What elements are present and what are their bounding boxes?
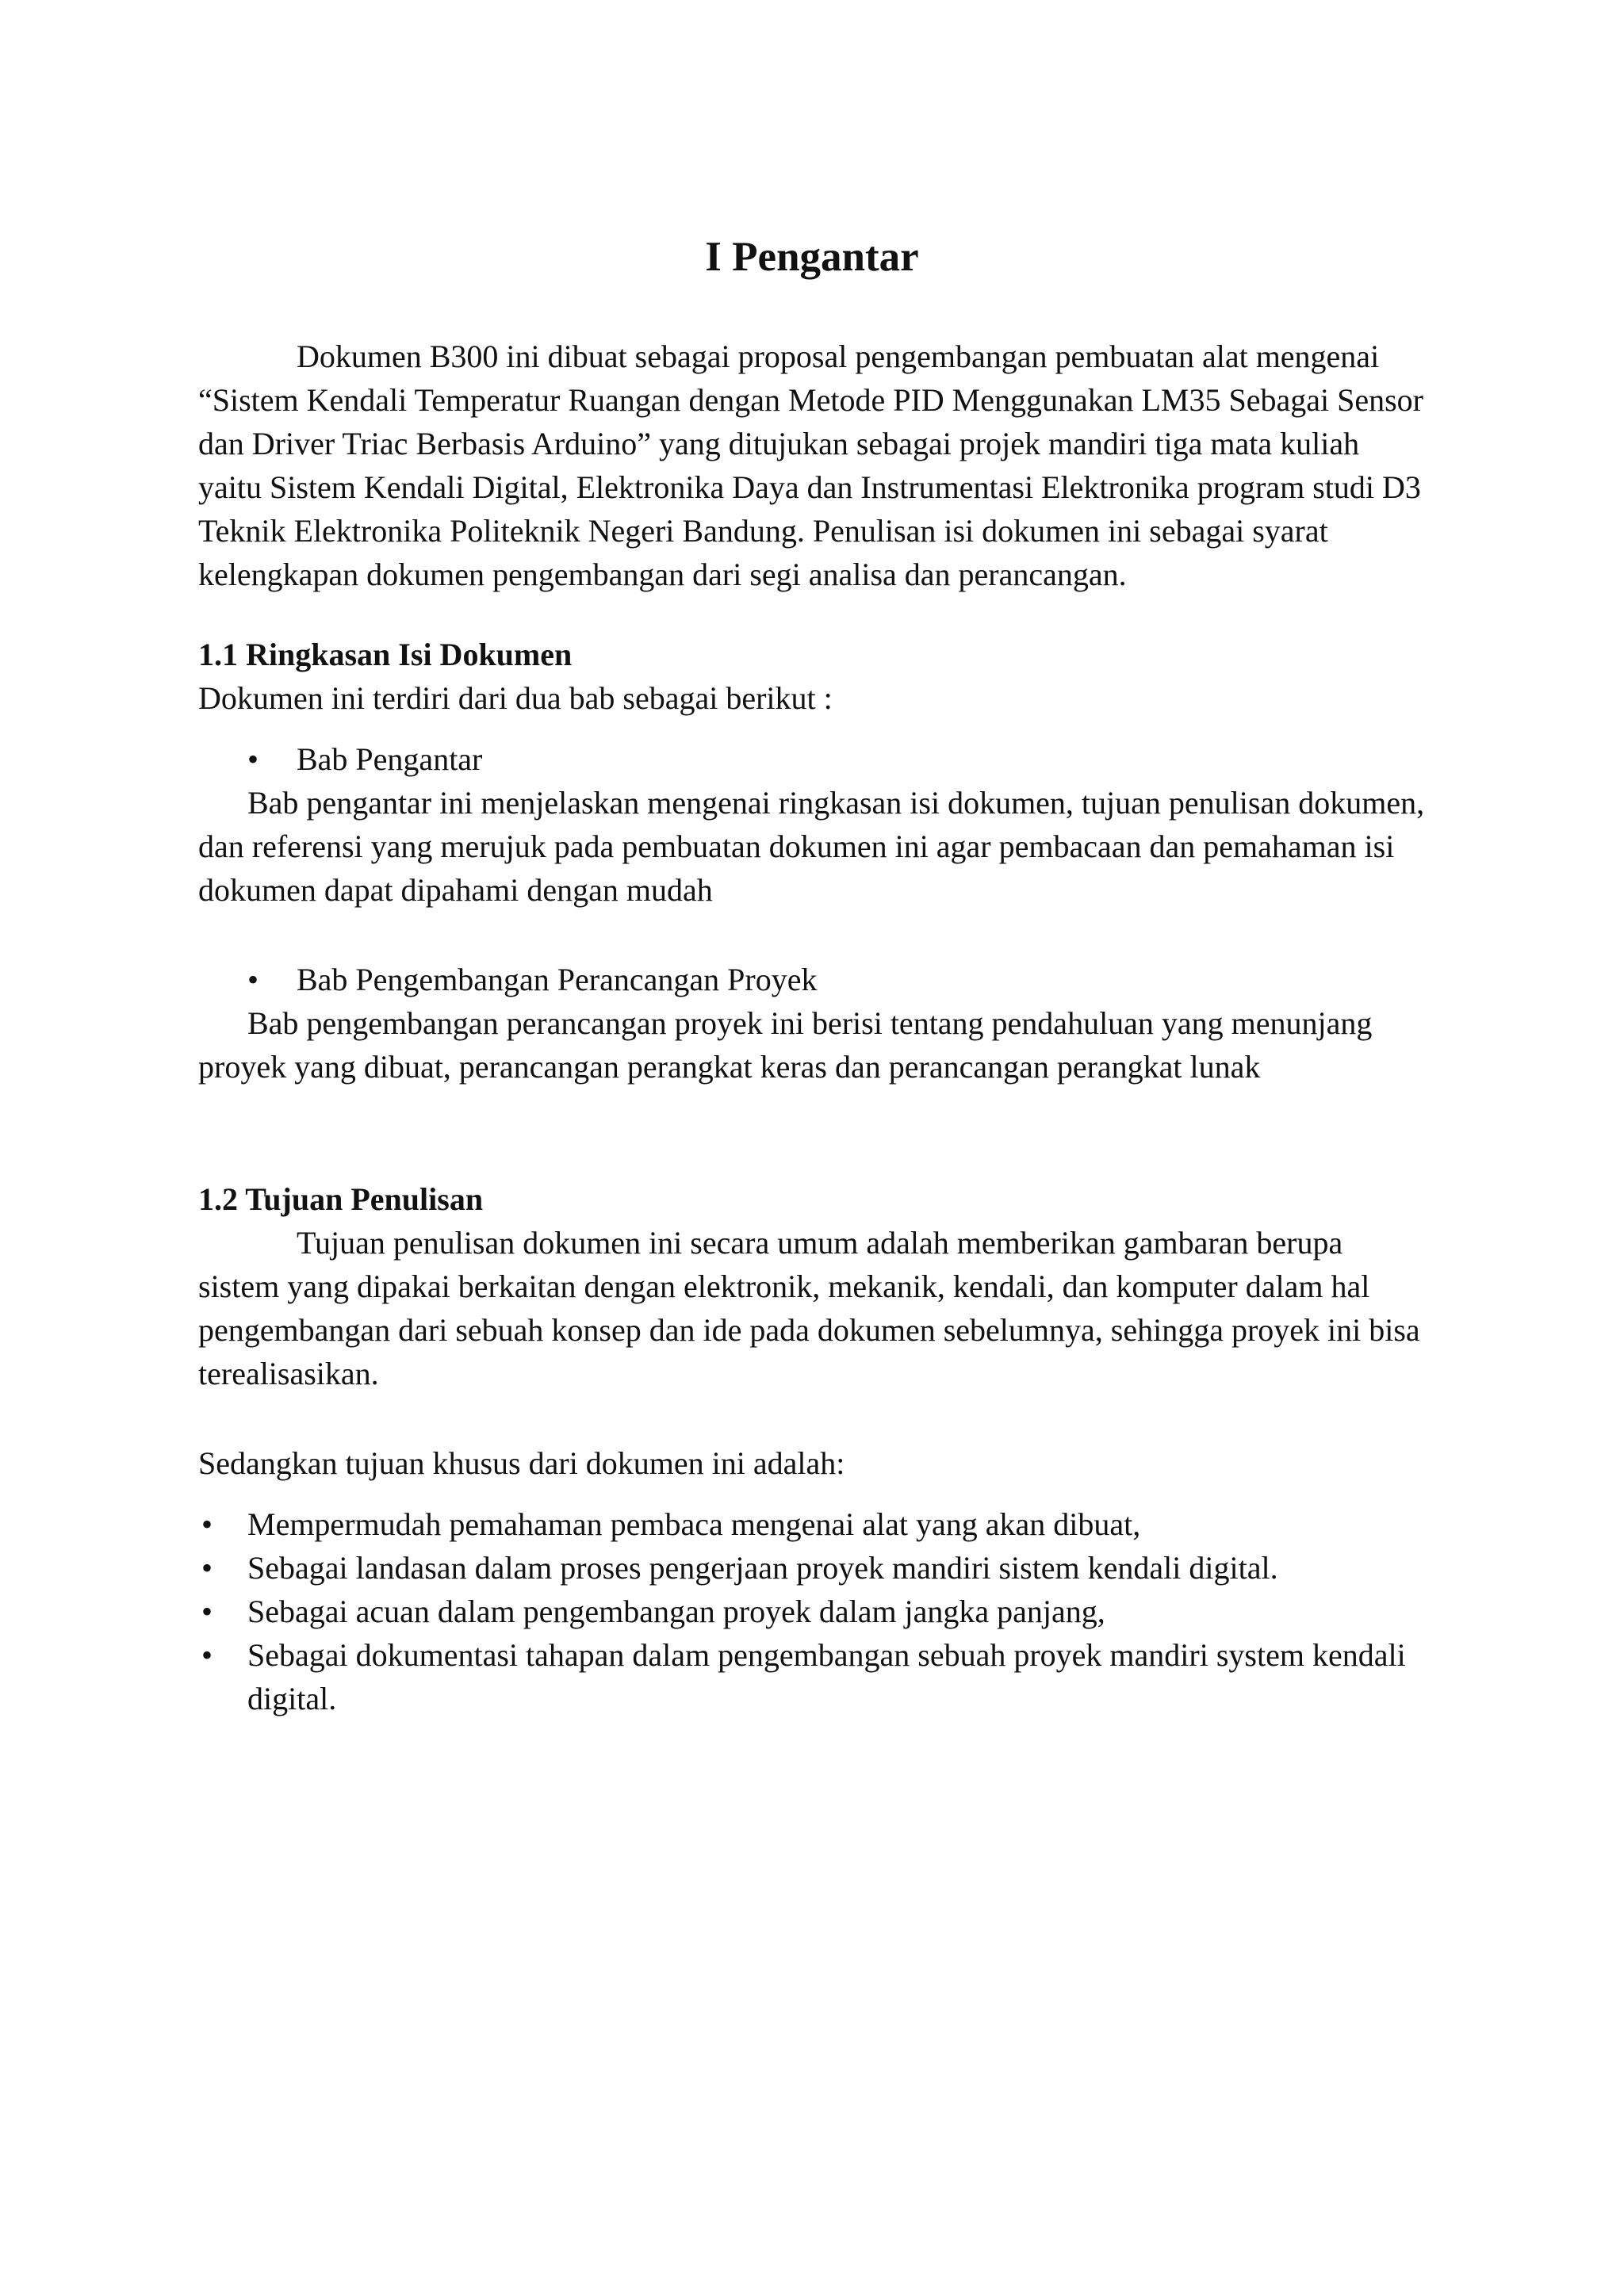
list-item xyxy=(198,1502,1426,1546)
bullet-icon: • xyxy=(201,1506,213,1542)
goal-list xyxy=(198,1502,1426,1720)
tujuan-general-paragraph: Tujuan penulisan dokumen ini secara umum adalah memberikan gambaran berupa sistem yang dipakai berkaitan dengan elektronik, mekanik, kendali, dan komputer dalam hal pengembangan dari sebuah konsep dan ide pada dokumen sebelumnya, sehingga proyek ini bisa terealisasikan. xyxy=(198,1225,1420,1391)
bullet-icon: • xyxy=(247,741,259,777)
chapter-title: Bab Pengantar xyxy=(297,741,483,777)
page-title: I Pengantar xyxy=(705,234,919,280)
section-heading-ringkasan: 1.1 Ringkasan Isi Dokumen xyxy=(198,637,573,672)
tujuan-specific-lead: Sedangkan tujuan khusus dari dokumen ini adalah: xyxy=(198,1445,845,1481)
chapter-item-pengembangan xyxy=(198,958,1426,1001)
bullet-icon: • xyxy=(201,1550,213,1586)
ringkasan-lead: Dokumen ini terdiri dari dua bab sebagai berikut : xyxy=(198,680,833,716)
bullet-icon: • xyxy=(201,1594,213,1629)
chapter-list xyxy=(198,737,1426,781)
chapter-description: Bab pengantar ini menjelaskan mengenai ringkasan isi dokumen, tujuan penulisan dokumen, dan referensi yang merujuk pada pembuatan dokumen ini agar pembacaan dan pemahaman isi dokumen dapat dipahami dengan mudah xyxy=(198,785,1425,908)
chapter-list xyxy=(198,958,1426,1001)
bullet-icon: • xyxy=(201,1637,213,1673)
section-heading-tujuan: 1.2 Tujuan Penulisan xyxy=(198,1181,484,1217)
chapter-description: Bab pengembangan perancangan proyek ini berisi tentang pendahuluan yang menunjang proyek yang dibuat, perancangan perangkat keras dan perancangan perangkat lunak xyxy=(198,1005,1373,1085)
goal-text: Mempermudah pemahaman pembaca mengenai alat yang akan dibuat, xyxy=(247,1506,1141,1542)
goal-text: Sebagai landasan dalam proses pengerjaan proyek mandiri sistem kendali digital. xyxy=(247,1550,1278,1586)
chapter-title: Bab Pengembangan Perancangan Proyek xyxy=(297,962,818,997)
list-item xyxy=(198,1590,1426,1633)
goal-text: Sebagai acuan dalam pengembangan proyek dalam jangka panjang, xyxy=(247,1594,1105,1629)
list-item xyxy=(198,1633,1426,1720)
chapter-item-pengantar xyxy=(198,737,1426,781)
intro-paragraph: Dokumen B300 ini dibuat sebagai proposal pengembangan pembuatan alat mengenai “Sistem Kendali Temperatur Ruangan dengan Metode PID Menggunakan LM35 Sebagai Sensor dan Driver Triac Berbasis Arduino” yang ditujukan sebagai projek mandiri tiga mata kuliah yaitu Sistem Kendali Digital, Elektronika Daya dan Instrumentasi Elektronika program studi D3 Teknik Elektronika Politeknik Negeri Bandung. Penulisan isi dokumen ini sebagai syarat kelengkapan dokumen pengembangan dari segi analisa dan perancangan. xyxy=(198,339,1423,592)
list-item xyxy=(198,1546,1426,1590)
goal-text: Sebagai dokumentasi tahapan dalam pengembangan sebuah proyek mandiri system kendali digital. xyxy=(247,1637,1406,1716)
bullet-icon: • xyxy=(247,962,259,997)
